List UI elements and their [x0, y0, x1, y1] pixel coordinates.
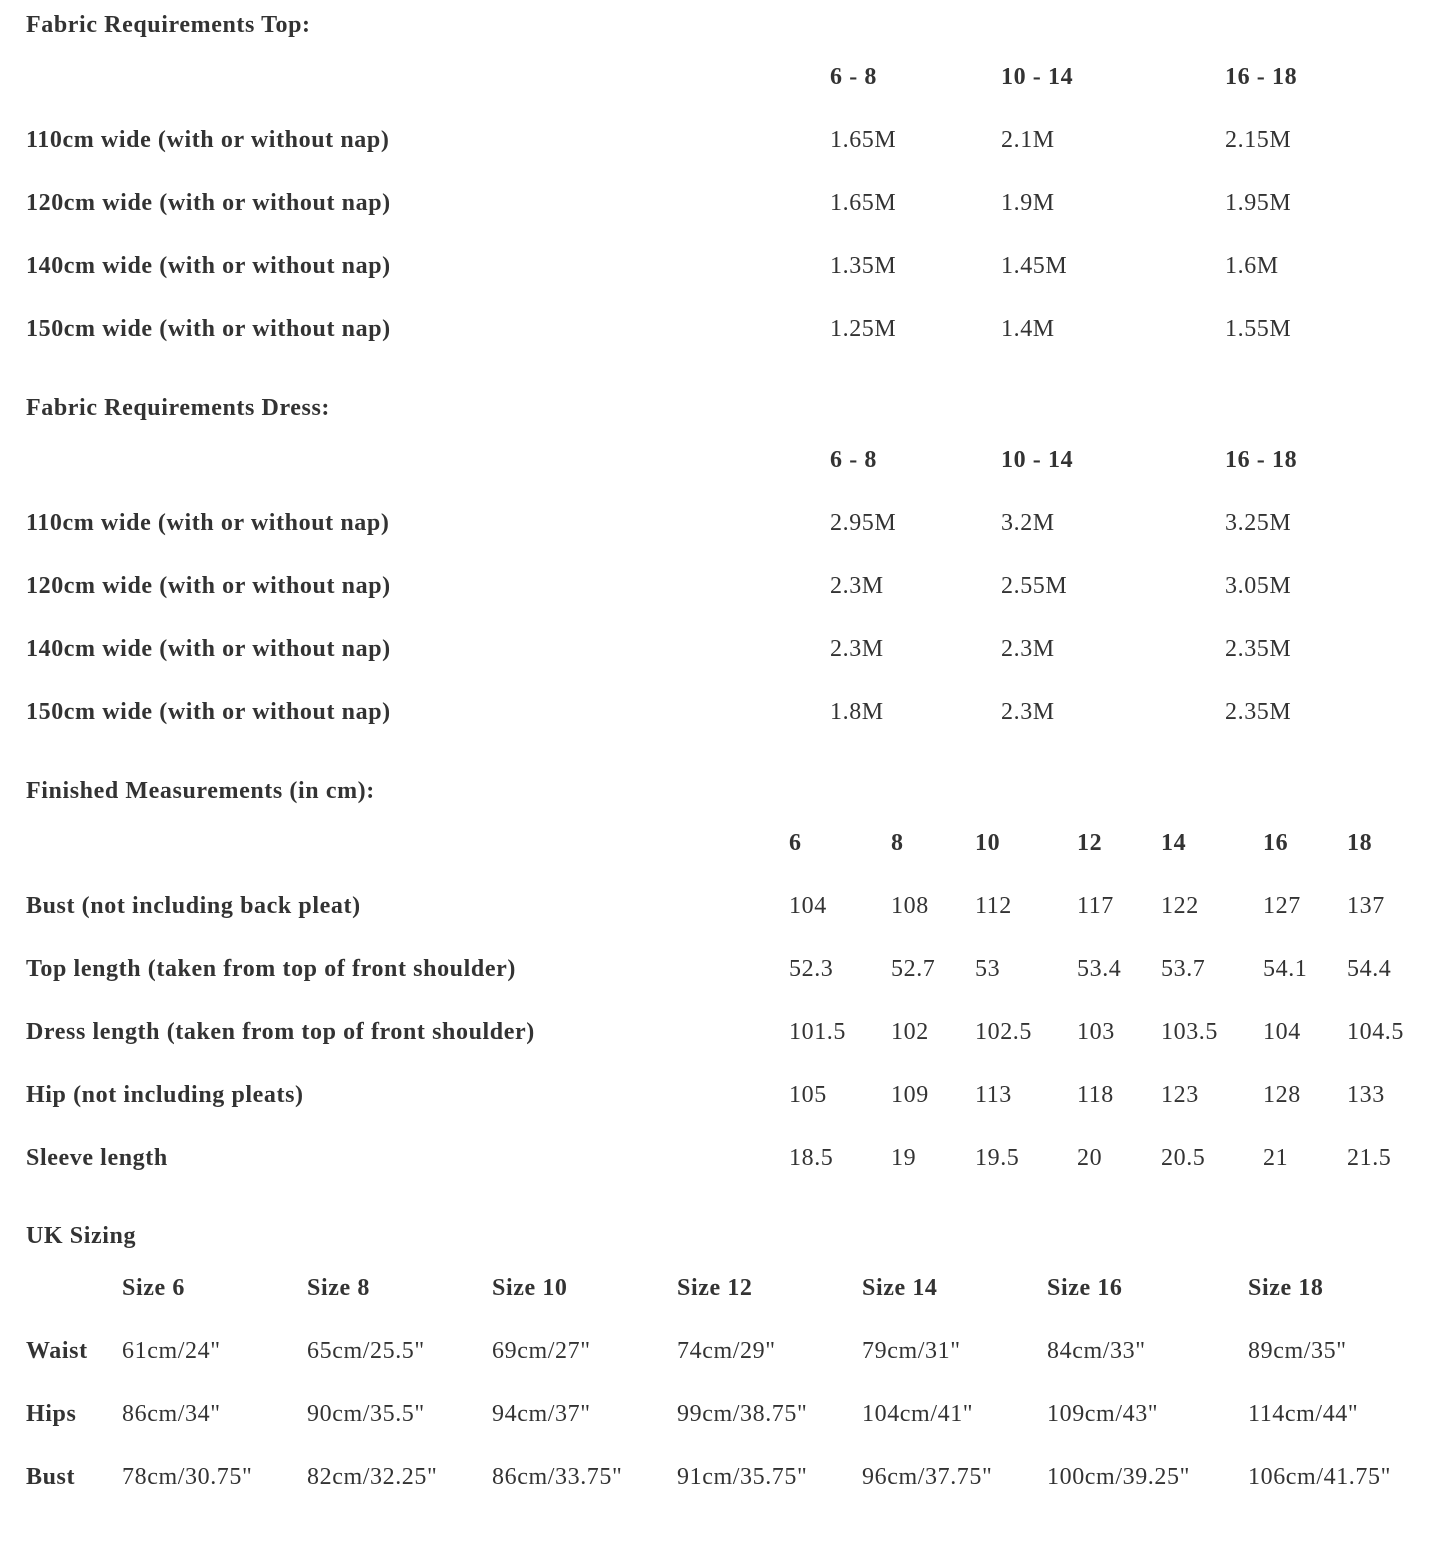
table-cell: 54.4	[1347, 956, 1392, 982]
table-cell: 114cm/44"	[1248, 1401, 1359, 1427]
column-header: 12	[1077, 830, 1103, 856]
column-header: 10 - 14	[1001, 64, 1074, 90]
row-label: Top length (taken from top of front shoulder)	[26, 956, 516, 982]
table-cell: 101.5	[789, 1019, 846, 1045]
row-label: 150cm wide (with or without nap)	[26, 699, 391, 725]
table-cell: 53.4	[1077, 956, 1122, 982]
table-cell: 100cm/39.25"	[1047, 1464, 1190, 1490]
table-cell: 1.45M	[1001, 253, 1068, 279]
table-cell: 109	[891, 1082, 929, 1108]
table-cell: 53.7	[1161, 956, 1206, 982]
row-label: 120cm wide (with or without nap)	[26, 190, 391, 216]
column-header: 10 - 14	[1001, 447, 1074, 473]
table-cell: 128	[1263, 1082, 1301, 1108]
table-cell: 103.5	[1161, 1019, 1218, 1045]
table-cell: 82cm/32.25"	[307, 1464, 438, 1490]
column-header: 6 - 8	[830, 447, 877, 473]
table-cell: 89cm/35"	[1248, 1338, 1347, 1364]
column-header: 16	[1263, 830, 1289, 856]
column-header: Size 18	[1248, 1275, 1324, 1301]
column-header: 6 - 8	[830, 64, 877, 90]
row-label: 140cm wide (with or without nap)	[26, 636, 391, 662]
table-cell: 3.25M	[1225, 510, 1292, 536]
table-cell: 105	[789, 1082, 827, 1108]
table-cell: 86cm/33.75"	[492, 1464, 623, 1490]
table-cell: 21.5	[1347, 1145, 1392, 1171]
table-cell: 1.65M	[830, 127, 897, 153]
column-header: Size 8	[307, 1275, 370, 1301]
table-cell: 122	[1161, 893, 1199, 919]
table-cell: 1.4M	[1001, 316, 1055, 342]
table-cell: 19.5	[975, 1145, 1020, 1171]
table-cell: 1.65M	[830, 190, 897, 216]
table-cell: 2.3M	[1001, 699, 1055, 725]
table-cell: 1.6M	[1225, 253, 1279, 279]
column-header: 8	[891, 830, 904, 856]
table-cell: 53	[975, 956, 1001, 982]
table-cell: 52.3	[789, 956, 834, 982]
table-cell: 52.7	[891, 956, 936, 982]
table-cell: 1.8M	[830, 699, 884, 725]
table-cell: 19	[891, 1145, 917, 1171]
row-label: 120cm wide (with or without nap)	[26, 573, 391, 599]
table-cell: 78cm/30.75"	[122, 1464, 253, 1490]
table-cell: 61cm/24"	[122, 1338, 221, 1364]
table-cell: 137	[1347, 893, 1385, 919]
table-cell: 109cm/43"	[1047, 1401, 1159, 1427]
table-cell: 20.5	[1161, 1145, 1206, 1171]
table-cell: 117	[1077, 893, 1114, 919]
table-cell: 86cm/34"	[122, 1401, 221, 1427]
table-cell: 99cm/38.75"	[677, 1401, 808, 1427]
table-cell: 2.1M	[1001, 127, 1055, 153]
row-label: 110cm wide (with or without nap)	[26, 510, 390, 536]
row-label: Hips	[26, 1401, 77, 1427]
column-header: Size 6	[122, 1275, 185, 1301]
table-cell: 96cm/37.75"	[862, 1464, 993, 1490]
table-cell: 112	[975, 893, 1012, 919]
row-label: 150cm wide (with or without nap)	[26, 316, 391, 342]
table-cell: 65cm/25.5"	[307, 1338, 425, 1364]
row-label: 110cm wide (with or without nap)	[26, 127, 390, 153]
table-cell: 1.25M	[830, 316, 897, 342]
table-cell: 2.95M	[830, 510, 897, 536]
table-cell: 104cm/41"	[862, 1401, 974, 1427]
section-title: Fabric Requirements Dress:	[26, 395, 330, 421]
table-cell: 118	[1077, 1082, 1114, 1108]
table-cell: 104.5	[1347, 1019, 1404, 1045]
table-cell: 127	[1263, 893, 1301, 919]
column-header: 18	[1347, 830, 1373, 856]
table-cell: 94cm/37"	[492, 1401, 591, 1427]
table-cell: 2.3M	[1001, 636, 1055, 662]
table-cell: 20	[1077, 1145, 1103, 1171]
table-cell: 90cm/35.5"	[307, 1401, 425, 1427]
table-cell: 104	[789, 893, 827, 919]
table-cell: 108	[891, 893, 929, 919]
column-header: Size 10	[492, 1275, 568, 1301]
table-cell: 18.5	[789, 1145, 834, 1171]
table-cell: 2.3M	[830, 573, 884, 599]
table-cell: 2.35M	[1225, 699, 1292, 725]
table-cell: 54.1	[1263, 956, 1308, 982]
column-header: 6	[789, 830, 802, 856]
table-cell: 1.55M	[1225, 316, 1292, 342]
table-cell: 106cm/41.75"	[1248, 1464, 1391, 1490]
table-cell: 21	[1263, 1145, 1289, 1171]
row-label: 140cm wide (with or without nap)	[26, 253, 391, 279]
table-cell: 103	[1077, 1019, 1115, 1045]
table-cell: 69cm/27"	[492, 1338, 591, 1364]
table-cell: 2.3M	[830, 636, 884, 662]
table-cell: 2.55M	[1001, 573, 1068, 599]
column-header: 16 - 18	[1225, 447, 1298, 473]
row-label: Hip (not including pleats)	[26, 1082, 304, 1108]
column-header: Size 12	[677, 1275, 753, 1301]
table-cell: 2.35M	[1225, 636, 1292, 662]
table-cell: 113	[975, 1082, 1012, 1108]
table-cell: 2.15M	[1225, 127, 1292, 153]
table-cell: 1.35M	[830, 253, 897, 279]
table-cell: 79cm/31"	[862, 1338, 961, 1364]
row-label: Waist	[26, 1338, 88, 1364]
table-cell: 3.2M	[1001, 510, 1055, 536]
section-title: Fabric Requirements Top:	[26, 12, 311, 38]
table-cell: 74cm/29"	[677, 1338, 776, 1364]
table-cell: 133	[1347, 1082, 1385, 1108]
table-cell: 1.95M	[1225, 190, 1292, 216]
table-cell: 104	[1263, 1019, 1301, 1045]
table-cell: 91cm/35.75"	[677, 1464, 808, 1490]
row-label: Dress length (taken from top of front shoulder)	[26, 1019, 535, 1045]
row-label: Bust (not including back pleat)	[26, 893, 361, 919]
column-header: 16 - 18	[1225, 64, 1298, 90]
section-title: Finished Measurements (in cm):	[26, 778, 375, 804]
column-header: Size 16	[1047, 1275, 1123, 1301]
row-label: Sleeve length	[26, 1145, 168, 1171]
column-header: Size 14	[862, 1275, 938, 1301]
table-cell: 123	[1161, 1082, 1199, 1108]
table-cell: 84cm/33"	[1047, 1338, 1146, 1364]
table-cell: 3.05M	[1225, 573, 1292, 599]
section-title: UK Sizing	[26, 1223, 137, 1249]
table-cell: 1.9M	[1001, 190, 1055, 216]
table-cell: 102	[891, 1019, 929, 1045]
table-cell: 102.5	[975, 1019, 1032, 1045]
column-header: 10	[975, 830, 1001, 856]
column-header: 14	[1161, 830, 1187, 856]
row-label: Bust	[26, 1464, 76, 1490]
